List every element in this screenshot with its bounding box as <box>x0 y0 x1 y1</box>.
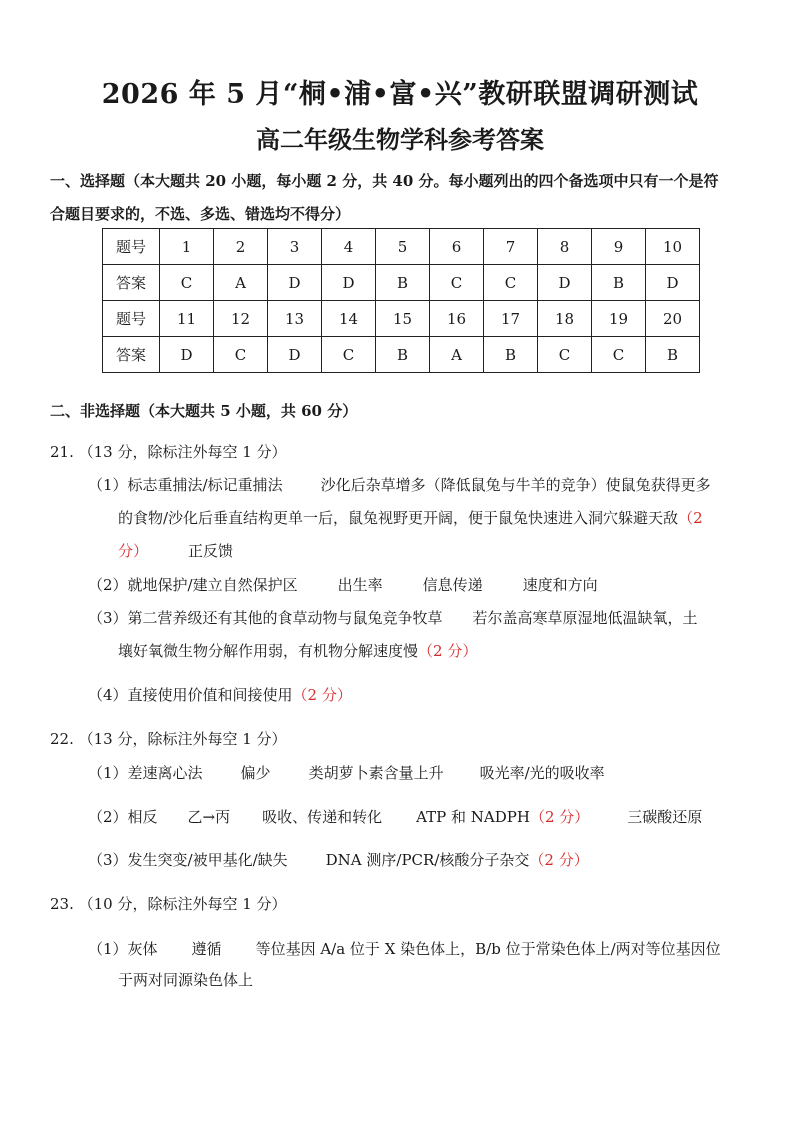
q21-heading: 21. （13 分，除标注外每空 1 分） <box>50 443 287 461</box>
table-cell: C <box>484 265 538 301</box>
q21-p3-answer-a: （3）第二营养级还有其他的食草动物与鼠兔竞争牧草 <box>88 609 443 627</box>
table-cell: 3 <box>268 229 322 265</box>
table-cell: D <box>268 265 322 301</box>
q21-p1-answer-c: 正反馈 <box>188 542 234 560</box>
q23-p1-answer-b: 遵循 <box>191 940 222 958</box>
table-cell: B <box>376 265 430 301</box>
q21-p3-score-mark: （2 分） <box>418 642 478 660</box>
table-cell: 12 <box>214 301 268 337</box>
q23-heading: 23. （10 分，除标注外每空 1 分） <box>50 895 287 913</box>
q22-part2-line <box>88 806 702 827</box>
q22-p2-answer-a: （2）相反 <box>88 808 158 826</box>
table-cell: 19 <box>592 301 646 337</box>
table-cell: B <box>646 337 700 373</box>
q21-p3-answer-b-cont: 壤好氧微生物分解作用弱，有机物分解速度慢 <box>118 642 419 660</box>
table-cell: 16 <box>430 301 484 337</box>
q22-heading: 22. （13 分，除标注外每空 1 分） <box>50 730 287 748</box>
section1-heading-line2: 合题目要求的，不选、多选、错选均不得分） <box>50 205 351 223</box>
q22-p2-answer-c: 吸收、传递和转化 <box>262 808 383 826</box>
table-cell: 10 <box>646 229 700 265</box>
table-cell: C <box>160 265 214 301</box>
table-cell: B <box>484 337 538 373</box>
table-cell: A <box>214 265 268 301</box>
table-cell: C <box>538 337 592 373</box>
q21-p1-answer-b: 沙化后杂草增多（降低鼠兔与牛羊的竞争）使鼠兔获得更多 <box>320 476 711 494</box>
q22-p2-answer-e: 三碳酸还原 <box>627 808 703 826</box>
table-cell: D <box>646 265 700 301</box>
section1-heading-line1: 一、选择题（本大题共 20 小题，每小题 2 分，共 40 分。每小题列出的四个备选项中只有一个是符 <box>50 172 719 190</box>
q23-p1-answer-a: （1）灰体 <box>88 940 158 958</box>
table-cell: D <box>160 337 214 373</box>
table-cell: 4 <box>322 229 376 265</box>
table-cell: D <box>538 265 592 301</box>
q21-p3-answer-b: 若尔盖高寒草原湿地低温缺氧，土 <box>472 609 698 627</box>
table-cell: 9 <box>592 229 646 265</box>
table-cell: 2 <box>214 229 268 265</box>
q22-p1-answer-d: 吸光率/光的吸收率 <box>479 764 605 782</box>
table-cell: 13 <box>268 301 322 337</box>
answer-table <box>102 228 700 373</box>
q21-part1-line2 <box>118 507 703 528</box>
q23-part1-line1 <box>88 938 721 959</box>
table-cell: 1 <box>160 229 214 265</box>
table-cell: 11 <box>160 301 214 337</box>
q23-p1-answer-c: 等位基因 A/a 位于 X 染色体上，B/b 位于常染色体上/两对等位基因位 <box>255 940 721 958</box>
page-subtitle: 高二年级生物学科参考答案 <box>256 125 544 154</box>
q21-p2-answer-b: 出生率 <box>337 576 383 594</box>
q21-p4-answer: （4）直接使用价值和间接使用 <box>88 686 293 704</box>
section2-heading: 二、非选择题（本大题共 5 小题，共 60 分） <box>50 402 358 420</box>
q21-p2-answer-d: 速度和方向 <box>522 576 598 594</box>
table-row <box>103 229 700 265</box>
table-cell: 14 <box>322 301 376 337</box>
table-cell: C <box>430 265 484 301</box>
q22-part1-line <box>88 762 605 783</box>
q22-p1-answer-b: 偏少 <box>240 764 271 782</box>
q22-p3-answer-a: （3）发生突变/被甲基化/缺失 <box>88 851 288 869</box>
q21-p1-score-mark-cont: 分） <box>118 542 149 560</box>
q22-p1-answer-c: 类胡萝卜素含量上升 <box>308 764 444 782</box>
q22-part3-line <box>88 849 589 870</box>
table-cell: D <box>322 265 376 301</box>
table-row-label: 题号 <box>103 301 160 337</box>
q21-p2-answer-c: 信息传递 <box>422 576 483 594</box>
table-cell: 18 <box>538 301 592 337</box>
table-cell: C <box>322 337 376 373</box>
q21-part1-line1 <box>88 474 711 495</box>
q21-p4-score-mark: （2 分） <box>292 686 352 704</box>
table-row <box>103 337 700 373</box>
table-cell: 6 <box>430 229 484 265</box>
q21-p1-score-mark: （2 <box>678 509 703 527</box>
q23-part1-line2: 于两对同源染色体上 <box>118 971 254 989</box>
q21-p1-answer-b-cont: 的食物/沙化后垂直结构更单一后，鼠兔视野更开阔，便于鼠兔快速进入洞穴躲避天敌 <box>118 509 679 527</box>
table-cell: B <box>376 337 430 373</box>
table-cell: 8 <box>538 229 592 265</box>
q22-p3-answer-b: DNA 测序/PCR/核酸分子杂交 <box>325 851 530 869</box>
table-cell: 15 <box>376 301 430 337</box>
q21-part1-line3 <box>118 540 233 561</box>
table-cell: B <box>592 265 646 301</box>
q22-p3-score-mark: （2 分） <box>529 851 589 869</box>
q21-p1-answer-a: （1）标志重捕法/标记重捕法 <box>88 476 283 494</box>
table-cell: 5 <box>376 229 430 265</box>
q22-p2-answer-b: 乙→丙 <box>187 808 231 826</box>
table-cell: A <box>430 337 484 373</box>
table-row <box>103 265 700 301</box>
q22-p2-answer-d: ATP 和 NADPH <box>416 808 530 826</box>
q21-p2-answer-a: （2）就地保护/建立自然保护区 <box>88 576 298 594</box>
table-row <box>103 301 700 337</box>
q21-part3-line1 <box>88 607 698 628</box>
q21-part2-line <box>88 574 598 595</box>
table-cell: 17 <box>484 301 538 337</box>
q22-p1-answer-a: （1）差速离心法 <box>88 764 203 782</box>
table-cell: C <box>592 337 646 373</box>
table-cell: D <box>268 337 322 373</box>
q22-p2-score-mark: （2 分） <box>529 808 590 826</box>
table-cell: C <box>214 337 268 373</box>
page-title: 2026 年 5 月“桐•浦•富•兴”教研联盟调研测试 <box>101 79 699 110</box>
table-row-label: 题号 <box>103 229 160 265</box>
q21-part3-line2 <box>118 640 477 661</box>
q21-part4-line <box>88 684 352 705</box>
table-row-label: 答案 <box>103 337 160 373</box>
table-row-label: 答案 <box>103 265 160 301</box>
table-cell: 20 <box>646 301 700 337</box>
table-cell: 7 <box>484 229 538 265</box>
